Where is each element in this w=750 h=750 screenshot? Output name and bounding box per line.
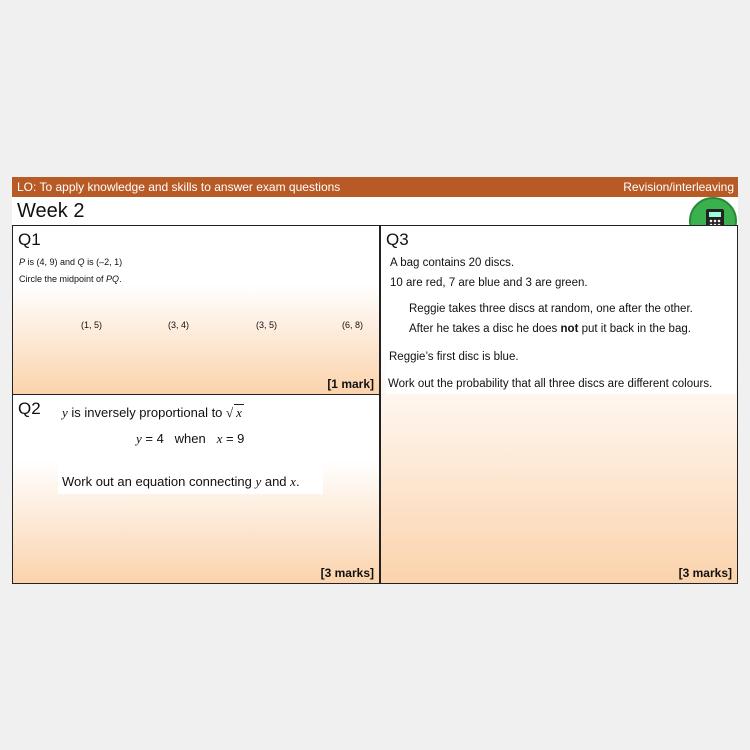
- question-2-label: Q2: [18, 399, 41, 418]
- question-3-line-1: A bag contains 20 discs.: [390, 257, 515, 269]
- question-2-condition: y = 4 when x = 9: [136, 431, 245, 446]
- question-3-panel: [380, 225, 738, 584]
- answer-option[interactable]: (3, 5): [256, 320, 278, 330]
- learning-objective: LO: To apply knowledge and skills to answer exam questions: [17, 180, 341, 194]
- question-3-line-2: 10 are red, 7 are blue and 3 are green.: [390, 277, 588, 289]
- question-1-line-1: P is (4, 9) and Q is (–2, 1): [19, 257, 123, 267]
- question-3-line-4: After he takes a disc he does not put it back in the bag.: [409, 323, 691, 335]
- question-2-text-box: [58, 399, 323, 494]
- question-1-label: Q1: [18, 230, 41, 249]
- page-title: Week 2: [17, 200, 85, 222]
- question-1-marks: [1 mark]: [327, 377, 374, 391]
- question-3-line-6: Work out the probability that all three discs are different colours.: [388, 378, 713, 390]
- question-1-line-2: Circle the midpoint of PQ.: [19, 274, 122, 284]
- question-3-marks: [3 marks]: [678, 566, 732, 580]
- answer-option[interactable]: (1, 5): [81, 320, 103, 330]
- question-3-text-box: [386, 254, 736, 394]
- question-3-line-5: Reggie’s first disc is blue.: [389, 351, 519, 363]
- question-2-panel: [12, 394, 380, 584]
- revision-tag: Revision/interleaving: [623, 180, 734, 194]
- question-1-panel: [12, 225, 380, 395]
- question-2-instruction: Work out an equation connecting y and x.: [62, 474, 300, 489]
- question-2-marks: [3 marks]: [320, 566, 374, 580]
- question-3-line-3: Reggie takes three discs at random, one after the other.: [409, 303, 693, 315]
- answer-option[interactable]: (3, 4): [168, 320, 190, 330]
- question-3-label: Q3: [386, 230, 409, 249]
- answer-option[interactable]: (6, 8): [342, 320, 364, 330]
- slide: [12, 177, 738, 584]
- header-banner: [12, 177, 738, 197]
- question-2-line-1: y is inversely proportional to √ x: [62, 405, 242, 420]
